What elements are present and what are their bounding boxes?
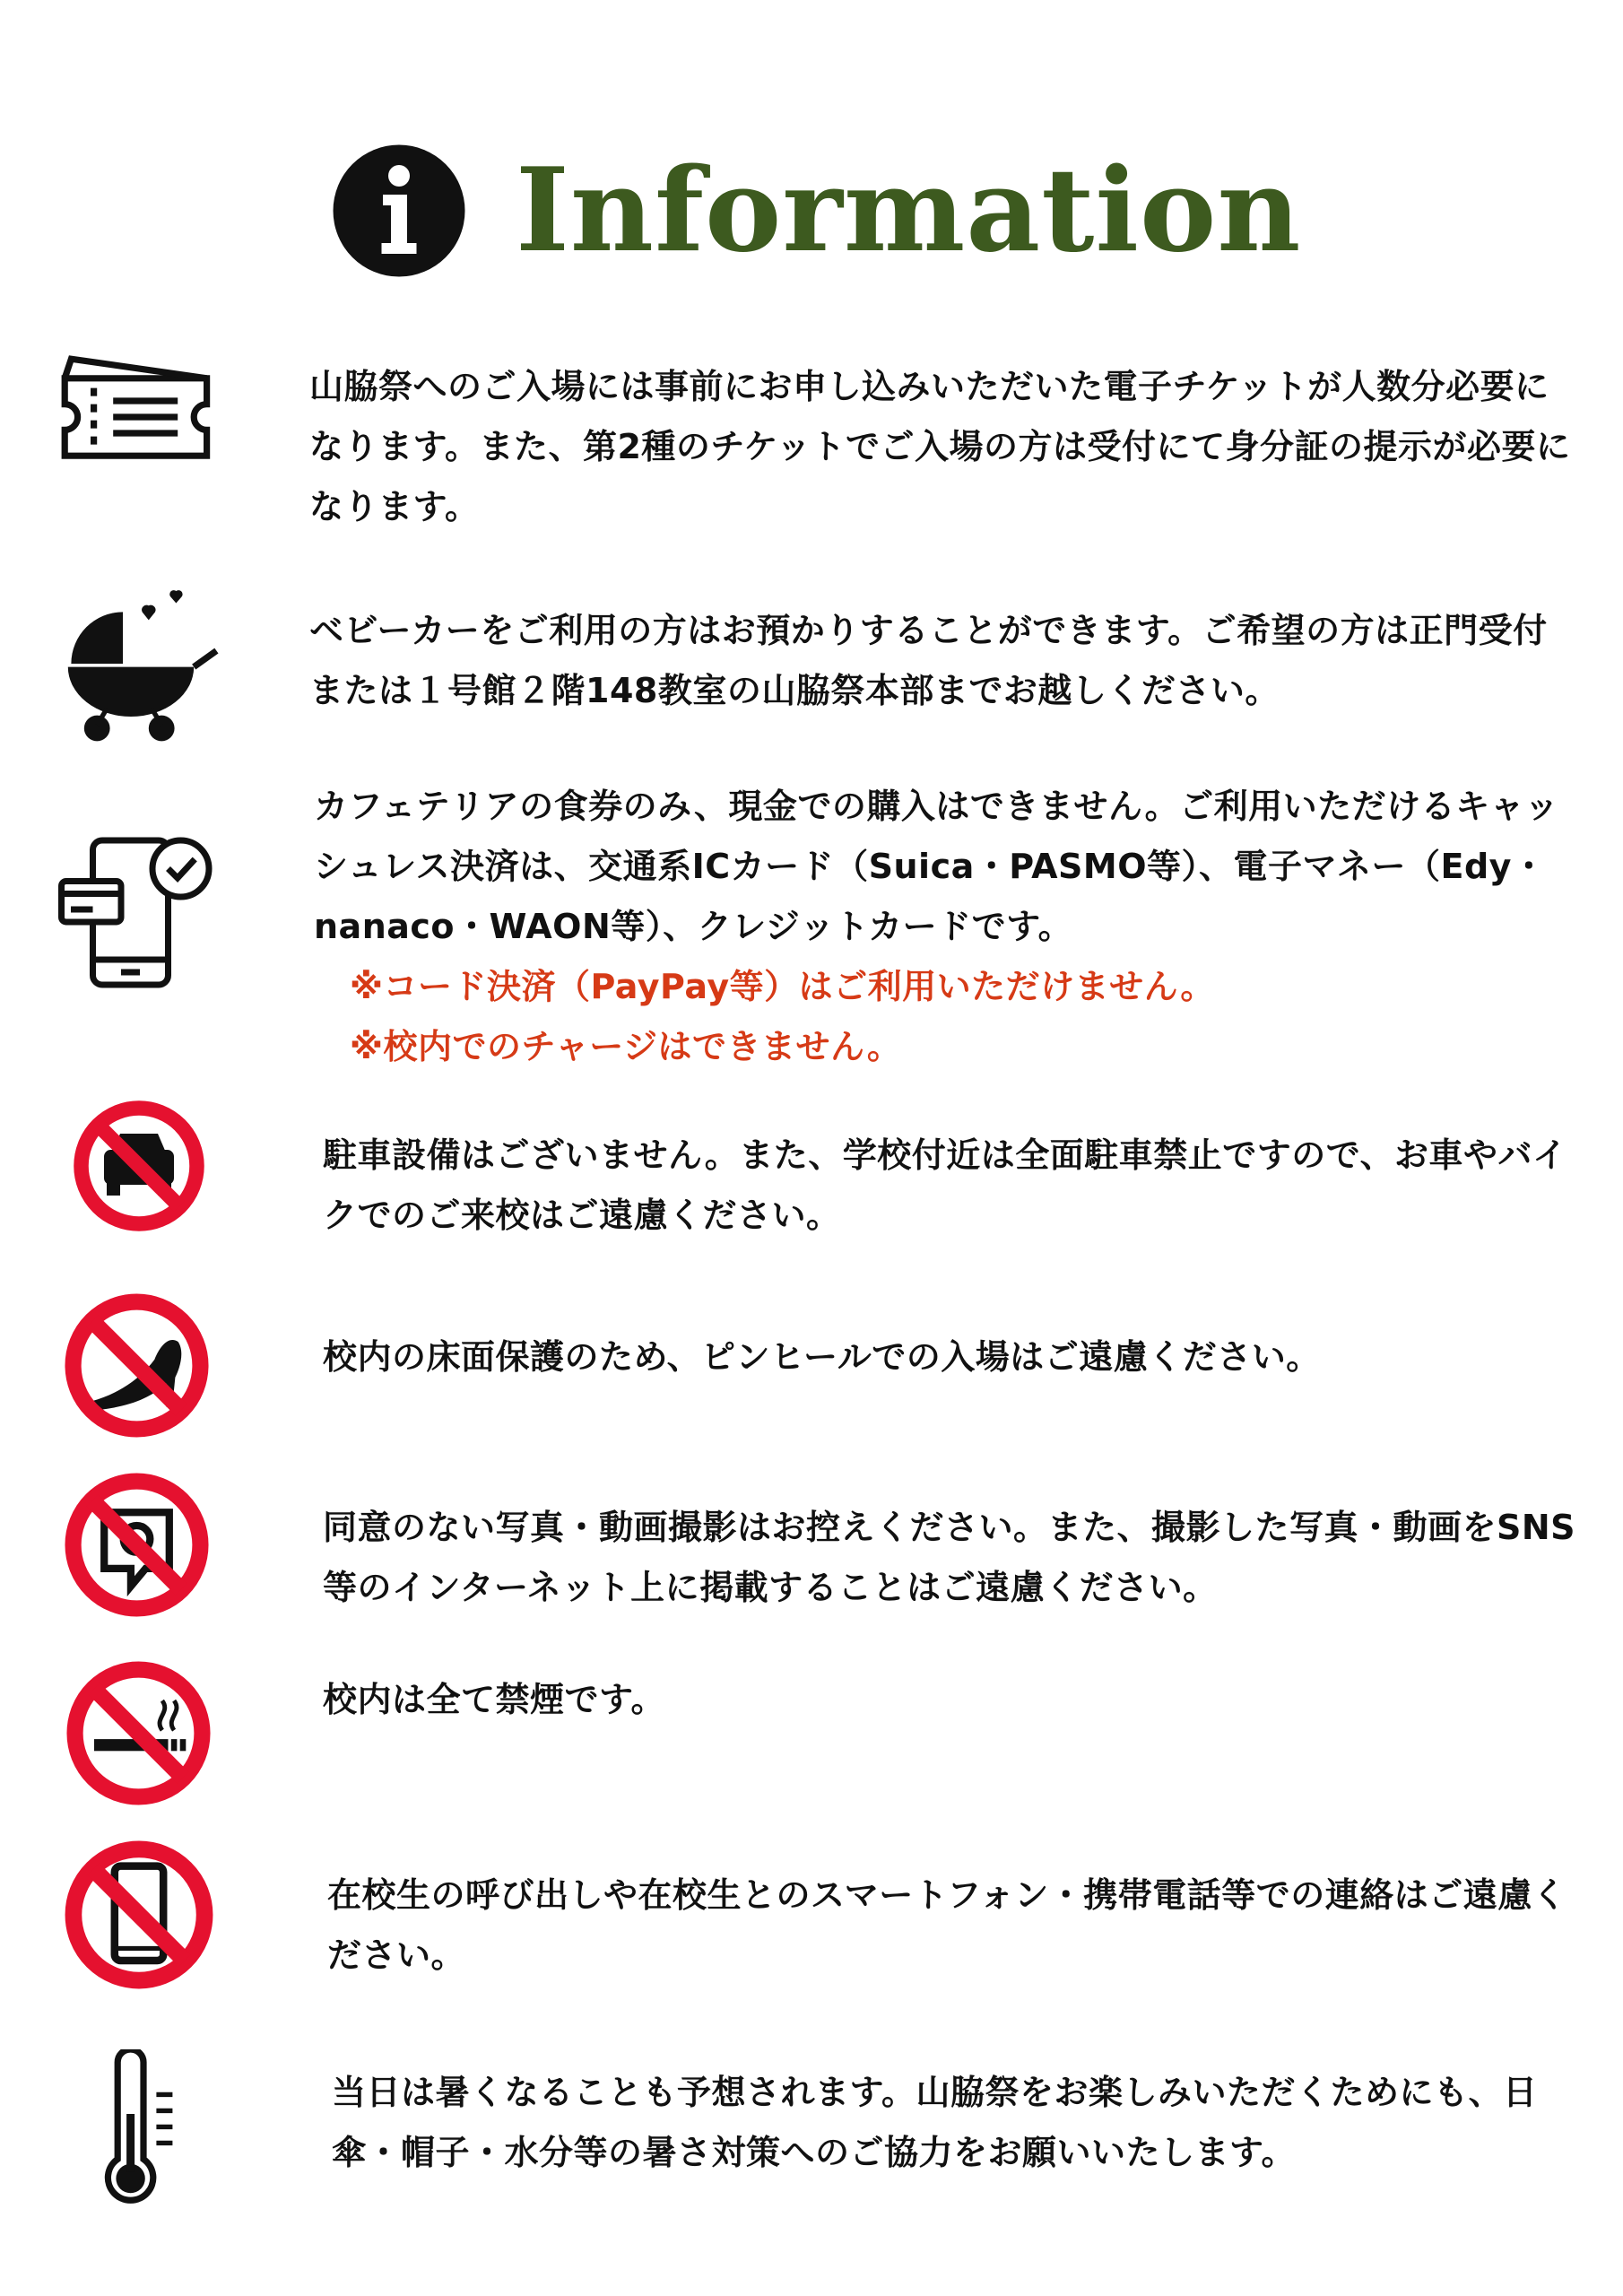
item-text-cashless [314,777,1578,1077]
warning-note-charge: ※校内でのチャージはできません。 [350,1027,902,1066]
thermometer-icon [90,2049,197,2211]
item-text-no-phone: 在校生の呼び出しや在校生とのスマートフォン・携帯電話等での連絡はご遠慮ください。 [327,1875,1567,1975]
item-text-no-smoking: 校内は全て禁煙です。 [323,1680,665,1719]
no-phone-icon [63,1839,215,1991]
cashless-description: カフェテリアの食券のみ、現金での購入はできません。ご利用いただけるキャッシュレス決済は、交通系ICカード（Suica・PASMO等）、電子マネー（Edy・nanaco・WAON等）、クレジットカードです。 [314,787,1559,946]
item-text-no-car: 駐車設備はございません。また、学校付近は全面駐車禁止ですので、お車やバイクでのご来校はご遠慮ください。 [323,1135,1567,1235]
no-smoking-icon [65,1659,213,1807]
item-text-stroller: ベビーカーをご利用の方はお預かりすることができます。ご希望の方は正門受付または１号館２階148教室の山脇祭本部までお越しください。 [309,611,1548,710]
item-text-no-photography: 同意のない写真・動画撮影はお控えください。また、撮影した写真・動画をSNS等のインターネット上に掲載することはご遠慮ください。 [323,1508,1576,1607]
item-text-ticket: 山脇祭へのご入場には事前にお申し込みいただいた電子チケットが人数分必要になります。また、第2種のチケットでご入場の方は受付にて身分証の提示が必要になります。 [309,367,1571,526]
warning-note-code-payment: ※コード決済（PayPay等）はご利用いただけません。 [350,967,1215,1006]
item-text-heat: 当日は暑くなることも予想されます。山脇祭をお楽しみいただくためにも、日傘・帽子・水分等の暑さ対策へのご協力をお願いいたします。 [332,2073,1538,2172]
stroller-icon [58,583,220,744]
info-icon [332,144,466,278]
ticket-icon [58,336,220,498]
page-title: Information [516,144,1302,278]
item-text-no-high-heels: 校内の床面保護のため、ピンヒールでの入場はご遠慮ください。 [323,1337,1321,1377]
cashless-phone-icon [58,834,215,991]
no-high-heels-icon [63,1292,211,1439]
no-car-icon [72,1099,206,1233]
header [332,135,1301,287]
no-photography-icon [63,1471,211,1619]
